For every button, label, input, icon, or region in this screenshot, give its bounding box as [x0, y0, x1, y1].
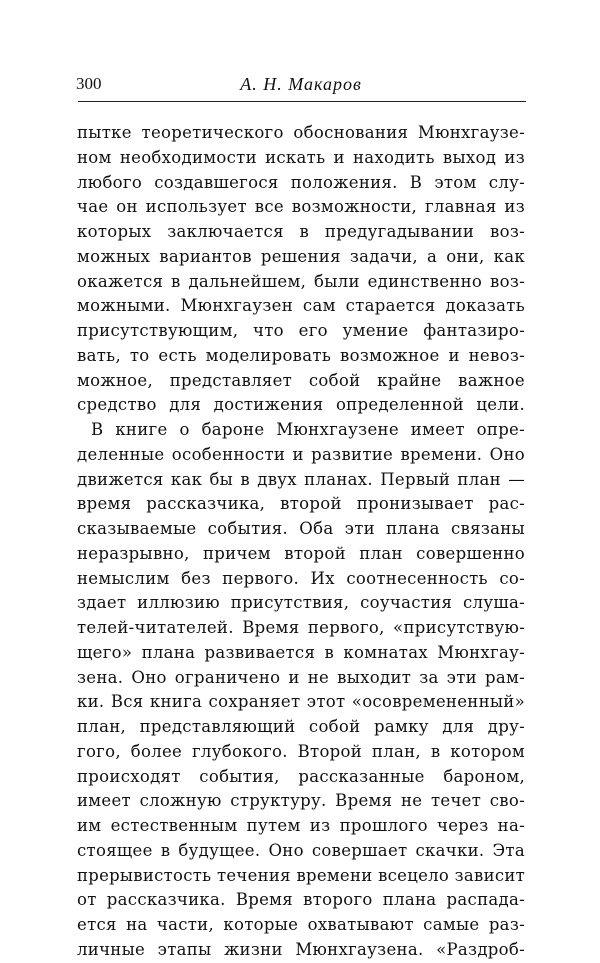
- text-line: движется как бы в двух планах. Первый план —: [77, 469, 525, 489]
- text-line: от рассказчика. Время второго плана распада-: [77, 890, 525, 910]
- text-line: средство для достижения определенной цели.: [77, 395, 525, 415]
- text-line: чае он использует все возможности, главная из: [77, 197, 525, 217]
- text-line: прерывистость течения времени всецело зависит: [77, 865, 525, 885]
- text-line: любого создавшегося положения. В этом слу-: [77, 172, 525, 192]
- text-line: план, представляющий собой рамку для дру-: [77, 717, 525, 736]
- text-line: деленные особенности и развитие времени. Оно: [77, 444, 525, 464]
- text-line: ки. Вся книга сохраняет этот «осовремененный»: [77, 692, 525, 712]
- text-line: окажется в дальнейшем, были единственно воз-: [77, 271, 525, 291]
- text-line: пытке теоретического обоснования Мюнхгаузе-: [77, 123, 525, 142]
- text-line: здает иллюзию присутствия, соучастия слуша-: [77, 593, 525, 613]
- text-line: имеет сложную структуру. Время не течет сво-: [77, 791, 525, 811]
- page-header: [76, 72, 526, 98]
- text-line: ном необходимости искать и находить выход из: [77, 147, 525, 167]
- text-line: ется на части, которые охватывают самые раз-: [77, 915, 525, 934]
- text-line: немыслим без первого. Их соотнесенность со-: [77, 568, 525, 588]
- text-line: присутствующим, что его умение фантазиро-: [77, 321, 525, 340]
- text-line: которых заключается в предугадывании воз-: [77, 222, 525, 241]
- text-line: вать, то есть моделировать возможное и невоз-: [77, 345, 525, 365]
- text-line: сказываемые события. Оба эти плана связаны: [77, 519, 525, 538]
- text-line: время рассказчика, второй пронизывает рас-: [77, 494, 525, 514]
- text-line: стоящее в будущее. Оно совершает скачки. Эта: [77, 840, 525, 860]
- text-line: зена. Оно ограничено и не выходит за эти рам-: [77, 667, 525, 687]
- running-title: А. Н. Макаров: [240, 74, 362, 94]
- text-line: можными. Мюнхгаузен сам старается доказать: [77, 296, 525, 316]
- text-line: происходят события, рассказанные бароном,: [77, 766, 525, 786]
- paragraph-start-line: В книге о бароне Мюнхгаузене имеет опре-: [91, 420, 525, 439]
- text-line: можных вариантов решения задачи, а они, как: [77, 246, 525, 266]
- text-line: им естественным путем из прошлого через на-: [77, 816, 525, 835]
- text-line: неразрывно, причем второй план совершенно: [77, 543, 525, 563]
- page-number: 300: [76, 74, 102, 93]
- body-text: [77, 121, 525, 963]
- text-line: телей-читателей. Время первого, «присутствую-: [77, 618, 525, 637]
- text-line: гого, более глубокого. Второй план, в котором: [77, 741, 525, 761]
- header-rule: [78, 101, 526, 102]
- text-line: щего» плана развивается в комнатах Мюнхгау-: [77, 642, 525, 662]
- text-line: личные этапы жизни Мюнхгаузена. «Раздроб-: [77, 939, 525, 959]
- text-line: можное, представляет собой крайне важное: [77, 370, 525, 390]
